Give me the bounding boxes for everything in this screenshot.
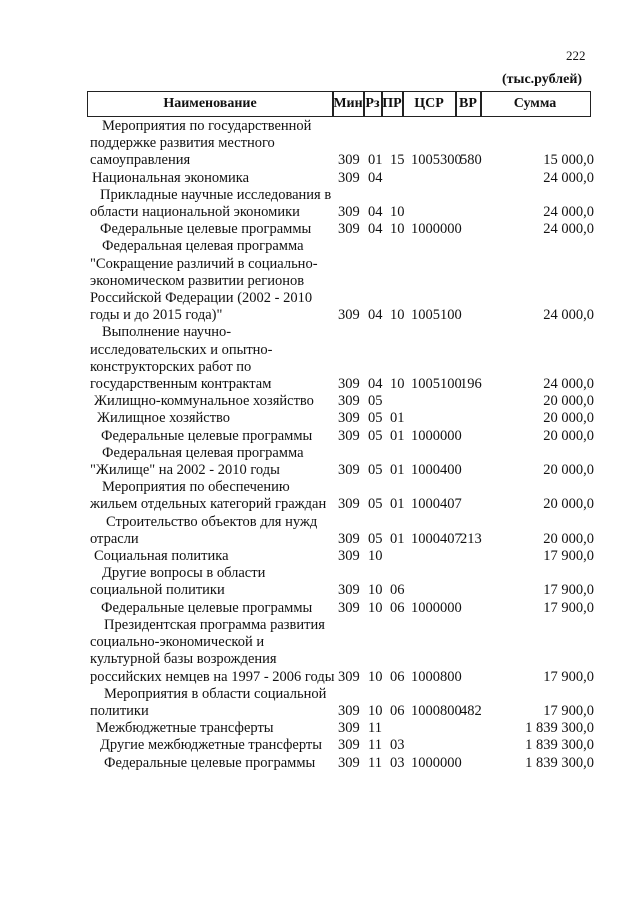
row-pr: 06: [390, 582, 405, 599]
row-min: 309: [338, 599, 360, 616]
row-sum: 20 000,0: [543, 496, 594, 513]
row-name: Другие вопросы в области социальной политики: [90, 565, 266, 599]
row-name: Федеральные целевые программы: [101, 427, 313, 444]
table-row: [0, 428, 640, 445]
row-rz: 04: [368, 204, 383, 221]
row-pr: 10: [390, 221, 405, 238]
table-row: [0, 393, 640, 410]
row-rz: 04: [368, 307, 383, 324]
row-csr: 1005100: [411, 307, 462, 324]
row-pr: 06: [390, 702, 405, 719]
header-sum: Сумма: [513, 96, 557, 111]
row-rz: 10: [368, 702, 383, 719]
row-min: 309: [338, 307, 360, 324]
row-rz: 05: [368, 462, 383, 479]
row-min: 309: [338, 530, 360, 547]
row-rz: 10: [368, 582, 383, 599]
row-csr: 1000000: [411, 599, 462, 616]
row-csr: 1000407: [411, 496, 462, 513]
row-name: Национальная экономика: [92, 169, 250, 186]
row-name: Межбюджетные трансферты: [96, 720, 274, 737]
table-row: [0, 720, 640, 737]
row-name: Социальная политика: [94, 548, 229, 565]
row-csr: 1000000: [411, 221, 462, 238]
row-sum: 24 000,0: [543, 204, 594, 221]
row-name: Выполнение научно-исследовательских и опытно-конструкторских работ по государственным контрактам: [90, 324, 273, 393]
row-pr: 10: [390, 376, 405, 393]
row-pr: 06: [390, 599, 405, 616]
table-row: [0, 221, 640, 238]
row-name: Мероприятия в области социальной политики: [90, 685, 327, 719]
row-rz: 04: [368, 169, 383, 186]
row-min: 309: [338, 496, 360, 513]
row-sum: 17 900,0: [543, 599, 594, 616]
row-sum: 20 000,0: [543, 462, 594, 479]
row-sum: 20 000,0: [543, 427, 594, 444]
page-number: 222: [566, 48, 586, 63]
row-rz: 10: [368, 548, 383, 565]
row-name: Другие межбюджетные трансферты: [100, 737, 322, 754]
row-vr: 213: [460, 530, 482, 547]
row-name: Федеральные целевые программы: [101, 599, 313, 616]
row-sum: 1 839 300,0: [525, 754, 594, 771]
table-row: [0, 755, 640, 772]
row-min: 309: [338, 668, 360, 685]
row-pr: 01: [390, 427, 405, 444]
row-rz: 10: [368, 668, 383, 685]
row-pr: 01: [390, 410, 405, 427]
table-row: [0, 600, 640, 617]
row-min: 309: [338, 754, 360, 771]
row-sum: 1 839 300,0: [525, 737, 594, 754]
row-name: Президентская программа развития социально-экономической и культурной базы возрождения российских немцев на 1997 - 2006 годы: [90, 616, 335, 685]
row-sum: 17 900,0: [543, 702, 594, 719]
row-csr: 1005300: [411, 152, 462, 169]
row-name: Федеральная целевая программа "Жилище" на 2002 - 2010 годы: [90, 444, 304, 479]
row-sum: 24 000,0: [543, 169, 594, 186]
row-vr: 580: [460, 152, 482, 169]
row-name: Мероприятия по обеспечению жильем отдельных категорий граждан: [90, 479, 327, 513]
row-sum: 17 900,0: [543, 668, 594, 685]
row-vr: 196: [460, 376, 482, 393]
row-sum: 24 000,0: [543, 307, 594, 324]
units-label: (тыс.рублей): [502, 72, 583, 87]
row-pr: 06: [390, 668, 405, 685]
row-name: Строительство объектов для нужд отрасли: [90, 513, 318, 547]
row-pr: 03: [390, 737, 405, 754]
row-sum: 17 900,0: [543, 582, 594, 599]
row-rz: 04: [368, 376, 383, 393]
table-row: [0, 324, 640, 393]
row-rz: 05: [368, 496, 383, 513]
table-row: [0, 479, 640, 513]
table-row: [0, 170, 640, 187]
table-header: [87, 91, 591, 117]
row-rz: 11: [368, 737, 382, 754]
row-rz: 01: [368, 152, 383, 169]
row-sum: 20 000,0: [543, 410, 594, 427]
row-sum: 24 000,0: [543, 376, 594, 393]
table-row: [0, 565, 640, 599]
table-row: [0, 410, 640, 427]
table-row: [0, 238, 640, 324]
row-pr: 15: [390, 152, 405, 169]
row-min: 309: [338, 462, 360, 479]
table-row: [0, 445, 640, 479]
row-csr: 1000800: [411, 668, 462, 685]
row-rz: 05: [368, 427, 383, 444]
row-min: 309: [338, 427, 360, 444]
row-pr: 10: [390, 307, 405, 324]
table-row: [0, 118, 640, 170]
row-pr: 01: [390, 530, 405, 547]
row-min: 309: [338, 720, 360, 737]
row-min: 309: [338, 548, 360, 565]
table-row: [0, 514, 640, 548]
row-rz: 05: [368, 410, 383, 427]
row-min: 309: [338, 169, 360, 186]
row-pr: 10: [390, 204, 405, 221]
row-name: Мероприятия по государственной поддержке развития местного самоуправления: [90, 118, 312, 169]
row-csr: 1000407: [411, 530, 462, 547]
row-sum: 20 000,0: [543, 530, 594, 547]
row-rz: 11: [368, 720, 382, 737]
table-row: [0, 686, 640, 720]
row-pr: 03: [390, 754, 405, 771]
row-name: Федеральная целевая программа "Сокращение различий в социально-экономическом развитии регионов Российской Федерации (2002 - 2010 годы и до 2015 года)": [90, 238, 318, 324]
row-sum: 1 839 300,0: [525, 720, 594, 737]
table-row: [0, 617, 640, 686]
row-min: 309: [338, 410, 360, 427]
row-rz: 05: [368, 530, 383, 547]
row-rz: 04: [368, 221, 383, 238]
row-min: 309: [338, 582, 360, 599]
row-csr: 1000400: [411, 462, 462, 479]
row-rz: 05: [368, 393, 383, 410]
row-csr: 1000000: [411, 754, 462, 771]
row-min: 309: [338, 376, 360, 393]
row-name: Жилищно-коммунальное хозяйство: [94, 393, 314, 410]
row-min: 309: [338, 204, 360, 221]
table-row: [0, 737, 640, 754]
row-vr: 482: [460, 702, 482, 719]
header-rz: Рз: [365, 96, 380, 111]
row-name: Федеральные целевые программы: [104, 754, 316, 771]
header-pr: ПР: [382, 96, 402, 111]
row-sum: 17 900,0: [543, 548, 594, 565]
row-name: Жилищное хозяйство: [97, 410, 231, 427]
row-pr: 01: [390, 462, 405, 479]
row-rz: 10: [368, 599, 383, 616]
row-csr: 1000000: [411, 427, 462, 444]
header-csr: ЦСР: [414, 96, 444, 111]
header-vr: ВР: [459, 96, 477, 111]
row-rz: 11: [368, 754, 382, 771]
table-row: [0, 187, 640, 221]
row-sum: 15 000,0: [543, 152, 594, 169]
row-min: 309: [338, 152, 360, 169]
row-min: 309: [338, 737, 360, 754]
table-row: [0, 548, 640, 565]
row-min: 309: [338, 393, 360, 410]
row-sum: 24 000,0: [543, 221, 594, 238]
budget-table-body: [0, 118, 640, 772]
header-name: Наименование: [163, 96, 257, 111]
row-min: 309: [338, 702, 360, 719]
row-pr: 01: [390, 496, 405, 513]
row-sum: 20 000,0: [543, 393, 594, 410]
row-csr: 1000800: [411, 702, 462, 719]
row-name: Федеральные целевые программы: [100, 221, 312, 238]
row-csr: 1005100: [411, 376, 462, 393]
row-name: Прикладные научные исследования в области национальной экономики: [90, 186, 332, 221]
row-min: 309: [338, 221, 360, 238]
header-min: Мин: [333, 96, 363, 111]
